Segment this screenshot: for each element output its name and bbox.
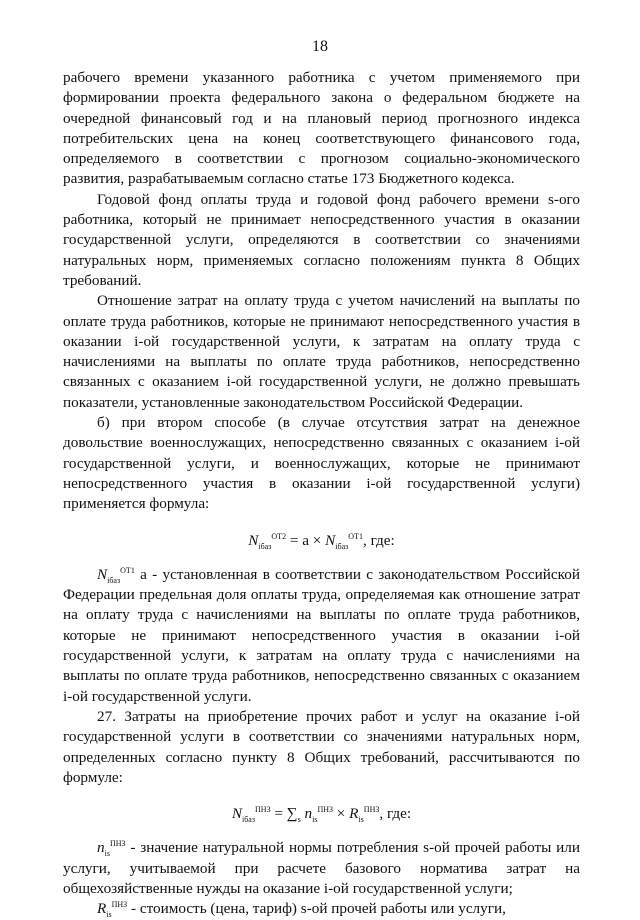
formula-symbol: R	[349, 805, 359, 823]
formula-subscript: is	[312, 815, 318, 825]
definition	[63, 899, 580, 919]
formula-superscript: ПНЗ	[255, 805, 271, 815]
formula-symbol: n	[97, 839, 105, 857]
formula-operator: = a ×	[286, 531, 326, 549]
paragraph: рабочего времени указанного работника с учетом применяемого при формировании проекта федерального закона о федеральном бюджете на очередной финансовый год и на плановый период прогнозного индекса потребительских цена на конец соответствующего финансового года, определяемого в соответствии с прогнозом социально-экономического развития, разрабатываемым согласно статье 173 Бюджетного кодекса.	[63, 69, 580, 188]
formula-symbol: R	[97, 900, 107, 918]
formula-symbol: N	[97, 565, 108, 583]
formula-operator: ×	[333, 805, 350, 823]
formula-superscript: ОТ2	[271, 531, 287, 541]
formula-subscript: is	[106, 910, 112, 920]
formula-subscript: iбаз	[242, 815, 256, 825]
paragraph: 27. Затраты на приобретение прочих работ и услуг на оказание i-ой государственной услуги в соответствии со значениями натуральных норм, определенных согласно пункту 8 Общих требований, рассчитываются по формуле:	[63, 707, 580, 786]
formula-subscript: s	[297, 815, 301, 825]
formula-symbol: N	[325, 531, 336, 549]
formula-1	[63, 531, 580, 551]
definition	[63, 565, 580, 707]
formula-superscript: ПНЗ	[317, 805, 333, 815]
paragraph: Отношение затрат на оплату труда с учетом начислений на выплаты по оплате труда работников, которые не принимают непосредственного участия в оказании i-ой государственной услуги, к затратам на оплату труда с начислениями на выплаты по оплате труда работников, непосредственно связанных с оказанием i-ой государственной услуги, не должно превышать показатели, установленные законодательством Российской Федерации.	[63, 292, 580, 411]
definition	[63, 838, 580, 899]
paragraph: Годовой фонд оплаты труда и годовой фонд рабочего времени s-ого работника, который не принимает непосредственного участия в оказании государственной услуги, определяются в соответствии со значениями натуральных норм, применяемых согласно положениям пункта 8 Общих требований.	[63, 190, 580, 289]
definition-text: a - установленная в соответствии с законодательством Российской Федерации предельная доля оплаты труда, определяемая как отношение затрат на оплату труда с начислениями на выплаты по оплате труда работников, которые не принимают непосредственного участия в оказании i-ой государственной услуги, к затратам на оплату труда с начислениями на выплаты по оплате труда работников, непосредственно связанных с оказанием i-ой государственной услуги.	[63, 565, 580, 705]
formula-subscript: iбаз	[107, 575, 121, 585]
formula-symbol: N	[231, 805, 242, 823]
definition-text: - значение натуральной нормы потребления s-ой прочей работы или услуги, учитываемой при расчете базового норматива затрат на общехозяйственные нужды на оказание i-ой государственной услуги;	[63, 839, 580, 897]
formula-superscript: ПНЗ	[363, 805, 380, 815]
formula-superscript: ОТ1	[120, 565, 135, 575]
formula-subscript: is	[358, 815, 364, 825]
formula-tail: , где:	[379, 805, 412, 823]
formula-symbol: N	[248, 531, 259, 549]
page-number: 18	[312, 38, 328, 55]
formula-operator: = ∑	[270, 805, 298, 823]
formula-symbol: n	[304, 805, 313, 823]
formula-superscript: ОТ1	[348, 531, 363, 541]
formula-subscript: is	[104, 849, 110, 859]
formula-superscript: ПНЗ	[111, 900, 128, 910]
formula-2	[63, 804, 580, 824]
formula-subscript: iбаз	[258, 541, 272, 551]
formula-subscript: iбаз	[335, 541, 349, 551]
formula-superscript: ПНЗ	[109, 839, 126, 849]
paragraph: б) при втором способе (в случае отсутствия затрат на денежное довольствие военнослужащих, непосредственно связанных с оказанием i-ой государственной услуги, и военнослужащих, которые не принимают непосредственного участия в оказании i-ой государственной услуги) применяется формула:	[63, 414, 580, 513]
formula-tail: , где:	[362, 531, 395, 549]
definition-text: - стоимость (цена, тариф) s-ой прочей работы или услуги,	[127, 900, 506, 918]
document-body	[63, 68, 580, 920]
